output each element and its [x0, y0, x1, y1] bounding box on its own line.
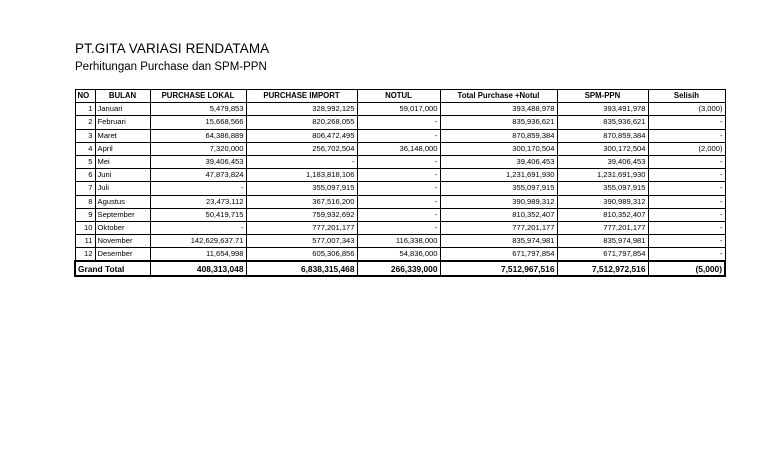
table-row: [75, 169, 725, 182]
row-no: 1: [75, 103, 95, 116]
table-row: [75, 116, 725, 129]
row-selisih: (3,000): [648, 103, 725, 116]
table-row: [75, 129, 725, 142]
row-bulan: Maret: [95, 129, 150, 142]
row-purchase-lokal: 11,654,998: [150, 248, 246, 262]
row-bulan: Agustus: [95, 195, 150, 208]
row-notul: -: [357, 208, 440, 221]
company-name: PT.GITA VARIASI RENDATAMA: [75, 41, 270, 56]
row-spm-ppn: 777,201,177: [557, 221, 648, 234]
row-purchase-lokal: 142,629,637.71: [150, 235, 246, 248]
row-spm-ppn: 393,491,978: [557, 103, 648, 116]
report-subtitle: Perhitungan Purchase dan SPM-PPN: [75, 61, 267, 73]
row-total-purchase-notul: 390,989,312: [440, 195, 557, 208]
grand-total-notul: 266,339,000: [357, 261, 440, 276]
row-notul: 54,836,000: [357, 248, 440, 262]
row-total-purchase-notul: 810,352,407: [440, 208, 557, 221]
purchase-table: [74, 89, 726, 277]
row-spm-ppn: 300,172,504: [557, 142, 648, 155]
row-purchase-lokal: 23,473,112: [150, 195, 246, 208]
row-no: 7: [75, 182, 95, 195]
row-no: 5: [75, 155, 95, 168]
row-selisih: -: [648, 195, 725, 208]
row-purchase-import: 820,268,055: [246, 116, 357, 129]
table-row: [75, 142, 725, 155]
table-row: [75, 155, 725, 168]
row-purchase-import: 605,306,856: [246, 248, 357, 262]
col-header-notul: NOTUL: [357, 90, 440, 103]
table-row: [75, 103, 725, 116]
row-total-purchase-notul: 393,488,978: [440, 103, 557, 116]
row-selisih: -: [648, 129, 725, 142]
row-no: 8: [75, 195, 95, 208]
row-no: 10: [75, 221, 95, 234]
row-bulan: April: [95, 142, 150, 155]
row-purchase-lokal: 15,668,566: [150, 116, 246, 129]
grand-total-import: 6,838,315,468: [246, 261, 357, 276]
row-spm-ppn: 39,406,453: [557, 155, 648, 168]
grand-total-spm-ppn: 7,512,972,516: [557, 261, 648, 276]
table-row: [75, 248, 725, 262]
row-selisih: -: [648, 208, 725, 221]
row-bulan: Januari: [95, 103, 150, 116]
table-row: [75, 235, 725, 248]
row-spm-ppn: 390,989,312: [557, 195, 648, 208]
row-purchase-import: 1,183,818,106: [246, 169, 357, 182]
row-bulan: September: [95, 208, 150, 221]
row-no: 12: [75, 248, 95, 262]
grand-total-label: Grand Total: [75, 261, 150, 276]
row-bulan: Februari: [95, 116, 150, 129]
row-purchase-import: 367,516,200: [246, 195, 357, 208]
row-total-purchase-notul: 39,406,453: [440, 155, 557, 168]
row-purchase-lokal: 7,320,000: [150, 142, 246, 155]
row-purchase-lokal: 50,419,715: [150, 208, 246, 221]
grand-total-purchase-notul: 7,512,967,516: [440, 261, 557, 276]
row-selisih: -: [648, 169, 725, 182]
row-purchase-import: -: [246, 155, 357, 168]
grand-total-selisih: (5,000): [648, 261, 725, 276]
row-bulan: Juni: [95, 169, 150, 182]
row-notul: -: [357, 182, 440, 195]
row-spm-ppn: 810,352,407: [557, 208, 648, 221]
row-no: 9: [75, 208, 95, 221]
col-header-selisih: Selisih: [648, 90, 725, 103]
row-total-purchase-notul: 1,231,691,930: [440, 169, 557, 182]
row-spm-ppn: 355,097,915: [557, 182, 648, 195]
row-notul: -: [357, 169, 440, 182]
row-purchase-import: 328,992,125: [246, 103, 357, 116]
row-total-purchase-notul: 671,797,854: [440, 248, 557, 262]
row-selisih: (2,000): [648, 142, 725, 155]
grand-total-row: [75, 261, 725, 276]
row-no: 11: [75, 235, 95, 248]
row-notul: -: [357, 129, 440, 142]
col-header-bulan: BULAN: [95, 90, 150, 103]
col-header-no: NO: [75, 90, 95, 103]
row-selisih: -: [648, 221, 725, 234]
row-purchase-import: 777,201,177: [246, 221, 357, 234]
row-notul: 116,338,000: [357, 235, 440, 248]
row-no: 6: [75, 169, 95, 182]
row-bulan: Oktober: [95, 221, 150, 234]
col-header-total-purchase: Total Purchase +Notul: [440, 90, 557, 103]
row-selisih: -: [648, 155, 725, 168]
row-purchase-import: 806,472,495: [246, 129, 357, 142]
row-selisih: -: [648, 116, 725, 129]
row-total-purchase-notul: 870,859,384: [440, 129, 557, 142]
row-purchase-lokal: 5,479,853: [150, 103, 246, 116]
row-purchase-lokal: 47,873,824: [150, 169, 246, 182]
row-notul: -: [357, 195, 440, 208]
row-purchase-import: 577,007,343: [246, 235, 357, 248]
row-spm-ppn: 671,797,854: [557, 248, 648, 262]
col-header-purchase-import: PURCHASE IMPORT: [246, 90, 357, 103]
col-header-spm-ppn: SPM-PPN: [557, 90, 648, 103]
row-total-purchase-notul: 835,974,981: [440, 235, 557, 248]
grand-total-lokal: 408,313,048: [150, 261, 246, 276]
row-spm-ppn: 835,936,621: [557, 116, 648, 129]
row-total-purchase-notul: 355,097,915: [440, 182, 557, 195]
row-notul: 36,148,000: [357, 142, 440, 155]
table-row: [75, 208, 725, 221]
row-notul: -: [357, 155, 440, 168]
row-purchase-lokal: -: [150, 182, 246, 195]
row-purchase-import: 355,097,915: [246, 182, 357, 195]
row-purchase-import: 759,932,692: [246, 208, 357, 221]
row-purchase-lokal: -: [150, 221, 246, 234]
row-bulan: Juli: [95, 182, 150, 195]
row-spm-ppn: 870,859,384: [557, 129, 648, 142]
row-total-purchase-notul: 300,170,504: [440, 142, 557, 155]
row-selisih: -: [648, 182, 725, 195]
row-bulan: Desember: [95, 248, 150, 262]
row-purchase-lokal: 39,406,453: [150, 155, 246, 168]
row-total-purchase-notul: 835,936,621: [440, 116, 557, 129]
row-purchase-lokal: 64,386,889: [150, 129, 246, 142]
row-notul: -: [357, 116, 440, 129]
header-row: [75, 90, 725, 103]
row-notul: -: [357, 221, 440, 234]
row-selisih: -: [648, 235, 725, 248]
row-bulan: November: [95, 235, 150, 248]
table-row: [75, 195, 725, 208]
row-spm-ppn: 835,974,981: [557, 235, 648, 248]
table-row: [75, 182, 725, 195]
row-total-purchase-notul: 777,201,177: [440, 221, 557, 234]
row-bulan: Mei: [95, 155, 150, 168]
row-no: 3: [75, 129, 95, 142]
row-notul: 59,017,000: [357, 103, 440, 116]
row-selisih: -: [648, 248, 725, 262]
table-row: [75, 221, 725, 234]
col-header-purchase-lokal: PURCHASE LOKAL: [150, 90, 246, 103]
row-spm-ppn: 1,231,691,930: [557, 169, 648, 182]
row-purchase-import: 256,702,504: [246, 142, 357, 155]
row-no: 2: [75, 116, 95, 129]
row-no: 4: [75, 142, 95, 155]
